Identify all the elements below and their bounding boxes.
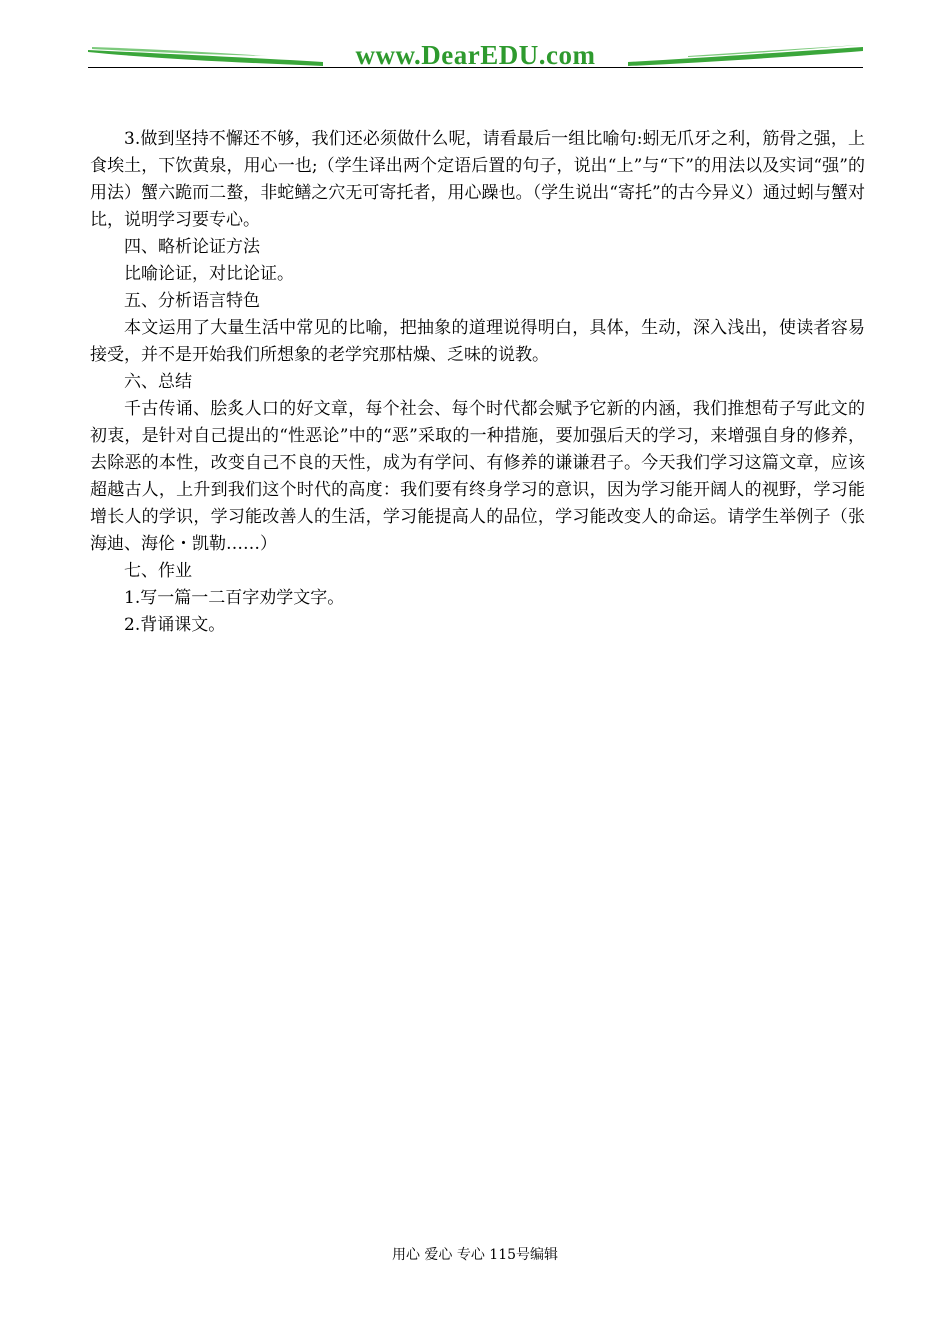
paragraph: 千古传诵、脍炙人口的好文章，每个社会、每个时代都会赋予它新的内涵，我们推想荀子写此文的初衷，是针对自己提出的“性恶论”中的“恶”采取的一种措施，要加强后天的学习，来增强自身的修养，去除恶的本性，改变自己不良的天性，成为有学问、有修养的谦谦君子。今天我们学习这篇文章，应该超越古人，上升到我们这个时代的高度：我们要有终身学习的意识，因为学习能开阔人的视野，学习能增长人的学识，学习能改善人的生活，学习能提高人的品位，学习能改变人的命运。请学生举例子（张海迪、海伦・凯勒……） bbox=[90, 399, 865, 554]
paragraph: 比喻论证，对比论证。 bbox=[124, 264, 294, 284]
section-heading: 五、分析语言特色 bbox=[124, 291, 260, 311]
document-body bbox=[90, 126, 865, 639]
site-logo: www.DearEDU.com bbox=[355, 40, 596, 70]
page-footer: 用心 爱心 专心 115号编辑 bbox=[391, 1247, 559, 1263]
section-heading: 七、作业 bbox=[124, 561, 192, 581]
header-divider bbox=[88, 67, 863, 68]
list-item: 2.背诵课文。 bbox=[124, 615, 226, 635]
paragraph: 本文运用了大量生活中常见的比喻，把抽象的道理说得明白，具体，生动，深入浅出，使读者容易接受，并不是开始我们所想象的老学究那枯燥、乏味的说教。 bbox=[90, 318, 865, 365]
page-header bbox=[88, 38, 863, 72]
paragraph: 3.做到坚持不懈还不够，我们还必须做什么呢，请看最后一组比喻句:蚓无爪牙之利，筋骨之强，上食埃土，下饮黄泉，用心一也;（学生译出两个定语后置的句子，说出“上”与“下”的用法以及实词“强”的用法）蟹六跪而二螯，非蛇鳝之穴无可寄托者，用心躁也。（学生说出“寄托”的古今异义）通过蚓与蟹对比，说明学习要专心。 bbox=[90, 129, 865, 230]
section-heading: 六、总结 bbox=[124, 372, 192, 392]
list-item: 1.写一篇一二百字劝学文字。 bbox=[124, 588, 345, 608]
section-heading: 四、略析论证方法 bbox=[124, 237, 260, 257]
